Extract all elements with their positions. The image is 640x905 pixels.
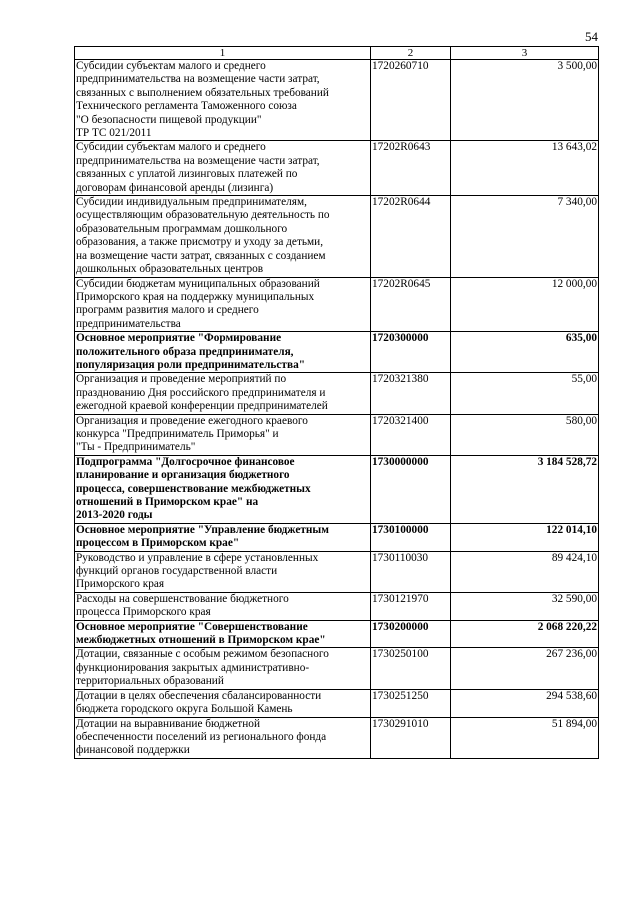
row-code-cell: 1730100000 <box>371 523 451 551</box>
table-header-row <box>75 47 599 60</box>
table-row <box>75 373 599 414</box>
row-name-cell: Субсидии субъектам малого и среднего предпринимательства на возмещение части затрат, связанных с уплатой лизинговых платежей по договорам финансовой аренды (лизинга) <box>75 141 371 196</box>
row-sum-cell: 122 014,10 <box>451 523 599 551</box>
table-row <box>75 620 599 648</box>
table-row <box>75 551 599 592</box>
row-sum-cell: 267 236,00 <box>451 648 599 689</box>
table-row <box>75 455 599 523</box>
row-code-cell: 1730121970 <box>371 592 451 620</box>
row-sum-cell: 580,00 <box>451 414 599 455</box>
row-name-cell: Основное мероприятие "Формирование положительного образа предпринимателя, популяризация роли предпринимательства" <box>75 332 371 373</box>
header-col-1: 1 <box>75 47 371 60</box>
row-name-cell: Дотации в целях обеспечения сбалансированности бюджета городского округа Большой Камень <box>75 689 371 717</box>
row-name-cell: Организация и проведение ежегодного краевого конкурса "Предприниматель Приморья" и "Ты - Предприниматель" <box>75 414 371 455</box>
table-row <box>75 689 599 717</box>
row-sum-cell: 3 184 528,72 <box>451 455 599 523</box>
row-sum-cell: 32 590,00 <box>451 592 599 620</box>
table-row <box>75 332 599 373</box>
row-name-cell: Основное мероприятие "Управление бюджетным процессом в Приморском крае" <box>75 523 371 551</box>
table-row <box>75 414 599 455</box>
header-col-3: 3 <box>451 47 599 60</box>
table-row <box>75 141 599 196</box>
row-code-cell: 1730250100 <box>371 648 451 689</box>
row-code-cell: 1730000000 <box>371 455 451 523</box>
row-code-cell: 17202R0645 <box>371 277 451 332</box>
row-code-cell: 17202R0643 <box>371 141 451 196</box>
table-row <box>75 60 599 141</box>
row-sum-cell: 13 643,02 <box>451 141 599 196</box>
row-code-cell: 1730251250 <box>371 689 451 717</box>
table-row <box>75 648 599 689</box>
row-sum-cell: 294 538,60 <box>451 689 599 717</box>
row-name-cell: Субсидии индивидуальным предпринимателям, осуществляющим образовательную деятельность по образовательным программам дошкольного образования, а также присмотру и уходу за детьми, на возмещение части затрат, связанных с созданием дошкольных образовательных центров <box>75 196 371 277</box>
row-sum-cell: 635,00 <box>451 332 599 373</box>
row-code-cell: 1720300000 <box>371 332 451 373</box>
row-name-cell: Руководство и управление в сфере установленных функций органов государственной власти Приморского края <box>75 551 371 592</box>
row-code-cell: 1730200000 <box>371 620 451 648</box>
row-sum-cell: 12 000,00 <box>451 277 599 332</box>
row-name-cell: Расходы на совершенствование бюджетного процесса Приморского края <box>75 592 371 620</box>
table-row <box>75 717 599 758</box>
row-name-cell: Дотации на выравнивание бюджетной обеспеченности поселений из регионального фонда финансовой поддержки <box>75 717 371 758</box>
row-sum-cell: 89 424,10 <box>451 551 599 592</box>
row-code-cell: 1730110030 <box>371 551 451 592</box>
table-row <box>75 523 599 551</box>
row-code-cell: 1720260710 <box>371 60 451 141</box>
row-name-cell: Организация и проведение мероприятий по празднованию Дня российского предпринимателя и ежегодной краевой конференции предпринимателей <box>75 373 371 414</box>
row-sum-cell: 7 340,00 <box>451 196 599 277</box>
row-name-cell: Субсидии бюджетам муниципальных образований Приморского края на поддержку муниципальных программ развития малого и среднего предпринимательства <box>75 277 371 332</box>
row-code-cell: 1720321380 <box>371 373 451 414</box>
row-sum-cell: 3 500,00 <box>451 60 599 141</box>
row-sum-cell: 55,00 <box>451 373 599 414</box>
table-row <box>75 196 599 277</box>
table-row <box>75 592 599 620</box>
row-code-cell: 1730291010 <box>371 717 451 758</box>
table-row <box>75 277 599 332</box>
row-sum-cell: 2 068 220,22 <box>451 620 599 648</box>
row-code-cell: 1720321400 <box>371 414 451 455</box>
row-code-cell: 17202R0644 <box>371 196 451 277</box>
row-sum-cell: 51 894,00 <box>451 717 599 758</box>
table-body <box>75 60 599 759</box>
row-name-cell: Подпрограмма "Долгосрочное финансовое планирование и организация бюджетного процесса, совершенствование межбюджетных отношений в Приморском крае" на 2013-2020 годы <box>75 455 371 523</box>
budget-table <box>74 46 599 759</box>
row-name-cell: Основное мероприятие "Совершенствование межбюджетных отношений в Приморском крае" <box>75 620 371 648</box>
row-name-cell: Дотации, связанные с особым режимом безопасного функционирования закрытых административно- территориальных образований <box>75 648 371 689</box>
page-number: 54 <box>585 29 598 44</box>
row-name-cell: Субсидии субъектам малого и среднего предпринимательства на возмещение части затрат, связанных с выполнением обязательных требований Технического регламента Таможенного союза "О безопасности пищевой продукции" ТР ТС 021/2011 <box>75 60 371 141</box>
header-col-2: 2 <box>371 47 451 60</box>
